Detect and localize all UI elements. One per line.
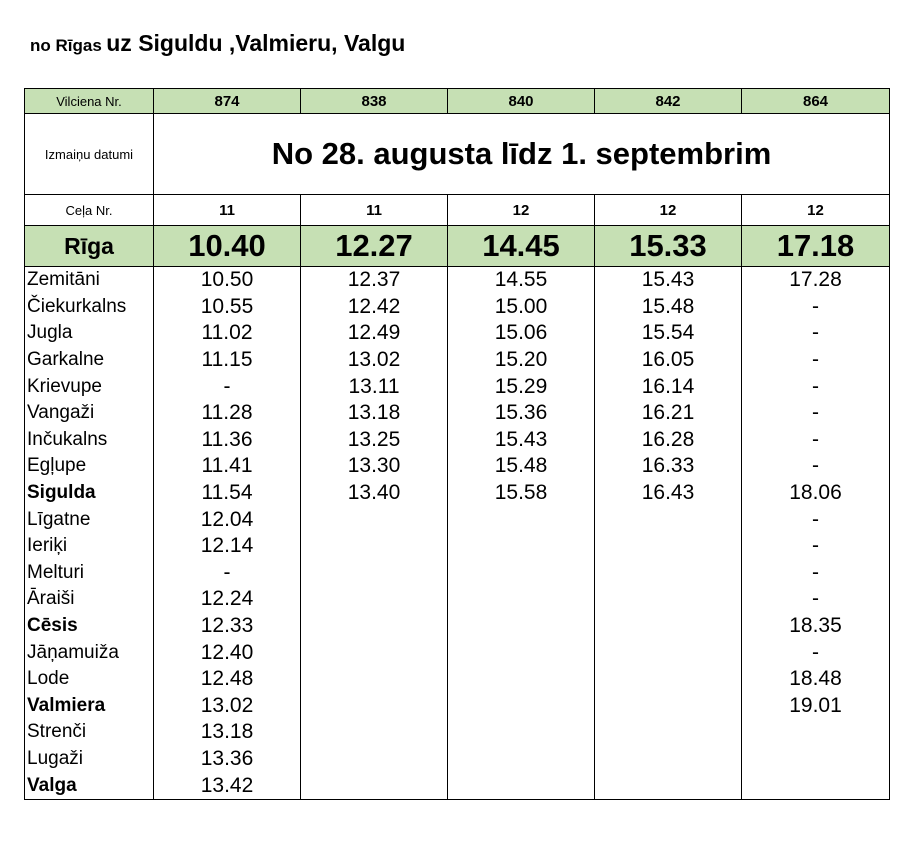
station-row xyxy=(25,666,890,693)
station-time: 15.48 xyxy=(595,294,742,321)
station-time: 18.35 xyxy=(742,613,890,640)
station-time: - xyxy=(742,400,890,427)
station-name: Melturi xyxy=(25,560,154,587)
station-time xyxy=(742,746,890,773)
station-name: Ieriķi xyxy=(25,533,154,560)
station-time: 12.48 xyxy=(154,666,301,693)
train-number: 840 xyxy=(448,89,595,114)
station-time: 13.36 xyxy=(154,746,301,773)
station-time: 12.24 xyxy=(154,586,301,613)
station-time xyxy=(301,560,448,587)
station-time: - xyxy=(742,506,890,533)
station-name: Inčukalns xyxy=(25,427,154,454)
station-time: 16.05 xyxy=(595,347,742,374)
station-row xyxy=(25,400,890,427)
station-name: Zemitāni xyxy=(25,267,154,294)
origin-station-name: Rīga xyxy=(25,226,154,267)
station-time xyxy=(595,746,742,773)
station-time: - xyxy=(742,373,890,400)
station-time xyxy=(448,746,595,773)
station-time: 15.54 xyxy=(595,320,742,347)
station-time: 18.06 xyxy=(742,480,890,507)
station-time: 16.14 xyxy=(595,373,742,400)
station-name: Krievupe xyxy=(25,373,154,400)
change-dates-row xyxy=(25,114,890,195)
station-time: 13.02 xyxy=(301,347,448,374)
station-time xyxy=(448,560,595,587)
track-number: 12 xyxy=(742,195,890,226)
station-time: 10.55 xyxy=(154,294,301,321)
station-time: - xyxy=(742,427,890,454)
change-dates-value: No 28. augusta līdz 1. septembrim xyxy=(154,114,890,195)
station-time: 15.06 xyxy=(448,320,595,347)
departure-time: 15.33 xyxy=(595,226,742,267)
station-time xyxy=(301,666,448,693)
station-time: 13.18 xyxy=(154,719,301,746)
station-time: 17.28 xyxy=(742,267,890,294)
departure-time: 12.27 xyxy=(301,226,448,267)
station-time xyxy=(595,772,742,799)
station-time xyxy=(448,666,595,693)
station-time: 11.54 xyxy=(154,480,301,507)
station-time: 15.20 xyxy=(448,347,595,374)
station-time: 16.33 xyxy=(595,453,742,480)
station-time: 16.21 xyxy=(595,400,742,427)
station-row xyxy=(25,772,890,799)
station-name: Jugla xyxy=(25,320,154,347)
station-time xyxy=(595,560,742,587)
station-time xyxy=(448,613,595,640)
station-time: - xyxy=(742,586,890,613)
track-number: 11 xyxy=(154,195,301,226)
track-number-label: Ceļa Nr. xyxy=(25,195,154,226)
station-time: 11.36 xyxy=(154,427,301,454)
station-time: 16.43 xyxy=(595,480,742,507)
train-number-row xyxy=(25,89,890,114)
station-time: 13.11 xyxy=(301,373,448,400)
departure-time: 14.45 xyxy=(448,226,595,267)
change-dates-label: Izmaiņu datumi xyxy=(25,114,154,195)
station-time xyxy=(301,746,448,773)
station-row xyxy=(25,294,890,321)
track-number: 12 xyxy=(595,195,742,226)
station-time: - xyxy=(742,320,890,347)
station-time xyxy=(595,693,742,720)
station-row xyxy=(25,347,890,374)
station-time: 11.28 xyxy=(154,400,301,427)
station-time xyxy=(448,639,595,666)
station-name: Valmiera xyxy=(25,693,154,720)
title-main: uz Siguldu ,Valmieru, Valgu xyxy=(106,30,406,56)
station-time: - xyxy=(742,560,890,587)
station-row xyxy=(25,453,890,480)
station-name: Strenči xyxy=(25,719,154,746)
station-row xyxy=(25,320,890,347)
station-row xyxy=(25,533,890,560)
station-row xyxy=(25,613,890,640)
station-time: - xyxy=(154,560,301,587)
station-name: Čiekurkalns xyxy=(25,294,154,321)
station-time xyxy=(301,586,448,613)
train-number: 864 xyxy=(742,89,890,114)
station-time xyxy=(448,719,595,746)
train-number: 842 xyxy=(595,89,742,114)
station-time: 12.42 xyxy=(301,294,448,321)
station-name: Garkalne xyxy=(25,347,154,374)
station-row xyxy=(25,267,890,294)
station-row xyxy=(25,719,890,746)
station-time: 15.58 xyxy=(448,480,595,507)
train-number: 838 xyxy=(301,89,448,114)
station-time: 13.30 xyxy=(301,453,448,480)
station-time: 15.48 xyxy=(448,453,595,480)
station-time: - xyxy=(154,373,301,400)
station-time xyxy=(742,772,890,799)
station-row xyxy=(25,560,890,587)
station-time xyxy=(595,719,742,746)
page-title xyxy=(30,30,405,57)
station-name: Cēsis xyxy=(25,613,154,640)
departure-time: 17.18 xyxy=(742,226,890,267)
station-name: Sigulda xyxy=(25,480,154,507)
station-time: 13.02 xyxy=(154,693,301,720)
station-time: 12.33 xyxy=(154,613,301,640)
station-time: - xyxy=(742,453,890,480)
station-time: 14.55 xyxy=(448,267,595,294)
station-time: 12.49 xyxy=(301,320,448,347)
station-time xyxy=(742,719,890,746)
station-time: 15.29 xyxy=(448,373,595,400)
station-name: Āraiši xyxy=(25,586,154,613)
station-row xyxy=(25,586,890,613)
station-name: Jāņamuiža xyxy=(25,639,154,666)
station-time: 11.15 xyxy=(154,347,301,374)
station-time: 15.36 xyxy=(448,400,595,427)
station-time: 12.40 xyxy=(154,639,301,666)
station-time xyxy=(301,533,448,560)
station-time: 12.37 xyxy=(301,267,448,294)
station-name: Egļupe xyxy=(25,453,154,480)
station-time xyxy=(595,533,742,560)
station-time xyxy=(595,639,742,666)
station-time: 11.41 xyxy=(154,453,301,480)
station-time: 13.25 xyxy=(301,427,448,454)
station-time xyxy=(448,693,595,720)
station-time xyxy=(448,586,595,613)
train-number-label: Vilciena Nr. xyxy=(25,89,154,114)
station-time xyxy=(448,533,595,560)
station-time: 16.28 xyxy=(595,427,742,454)
station-name: Valga xyxy=(25,772,154,799)
station-time xyxy=(595,586,742,613)
station-time: - xyxy=(742,533,890,560)
station-time: - xyxy=(742,347,890,374)
station-time: 13.40 xyxy=(301,480,448,507)
track-number: 12 xyxy=(448,195,595,226)
departure-time: 10.40 xyxy=(154,226,301,267)
station-time: 19.01 xyxy=(742,693,890,720)
station-row xyxy=(25,373,890,400)
station-time: - xyxy=(742,639,890,666)
station-time xyxy=(448,506,595,533)
station-row xyxy=(25,746,890,773)
station-time: 18.48 xyxy=(742,666,890,693)
station-time: 13.18 xyxy=(301,400,448,427)
station-time xyxy=(448,772,595,799)
timetable xyxy=(24,88,890,800)
station-time: 15.43 xyxy=(448,427,595,454)
station-row xyxy=(25,506,890,533)
station-time: 15.43 xyxy=(595,267,742,294)
track-number: 11 xyxy=(301,195,448,226)
station-time: 12.04 xyxy=(154,506,301,533)
station-time xyxy=(595,613,742,640)
station-time xyxy=(301,693,448,720)
station-name: Lode xyxy=(25,666,154,693)
station-time xyxy=(301,506,448,533)
station-row xyxy=(25,427,890,454)
station-time xyxy=(301,639,448,666)
station-time xyxy=(301,772,448,799)
station-time xyxy=(595,666,742,693)
station-time xyxy=(301,719,448,746)
station-time: 12.14 xyxy=(154,533,301,560)
station-time: 10.50 xyxy=(154,267,301,294)
station-name: Lugaži xyxy=(25,746,154,773)
station-time: - xyxy=(742,294,890,321)
station-time: 15.00 xyxy=(448,294,595,321)
station-time: 13.42 xyxy=(154,772,301,799)
title-prefix: no Rīgas xyxy=(30,36,102,55)
station-row xyxy=(25,480,890,507)
station-time xyxy=(595,506,742,533)
station-time: 11.02 xyxy=(154,320,301,347)
station-name: Vangaži xyxy=(25,400,154,427)
station-name: Līgatne xyxy=(25,506,154,533)
station-row xyxy=(25,639,890,666)
station-row xyxy=(25,693,890,720)
origin-row xyxy=(25,226,890,267)
station-time xyxy=(301,613,448,640)
track-number-row xyxy=(25,195,890,226)
train-number: 874 xyxy=(154,89,301,114)
